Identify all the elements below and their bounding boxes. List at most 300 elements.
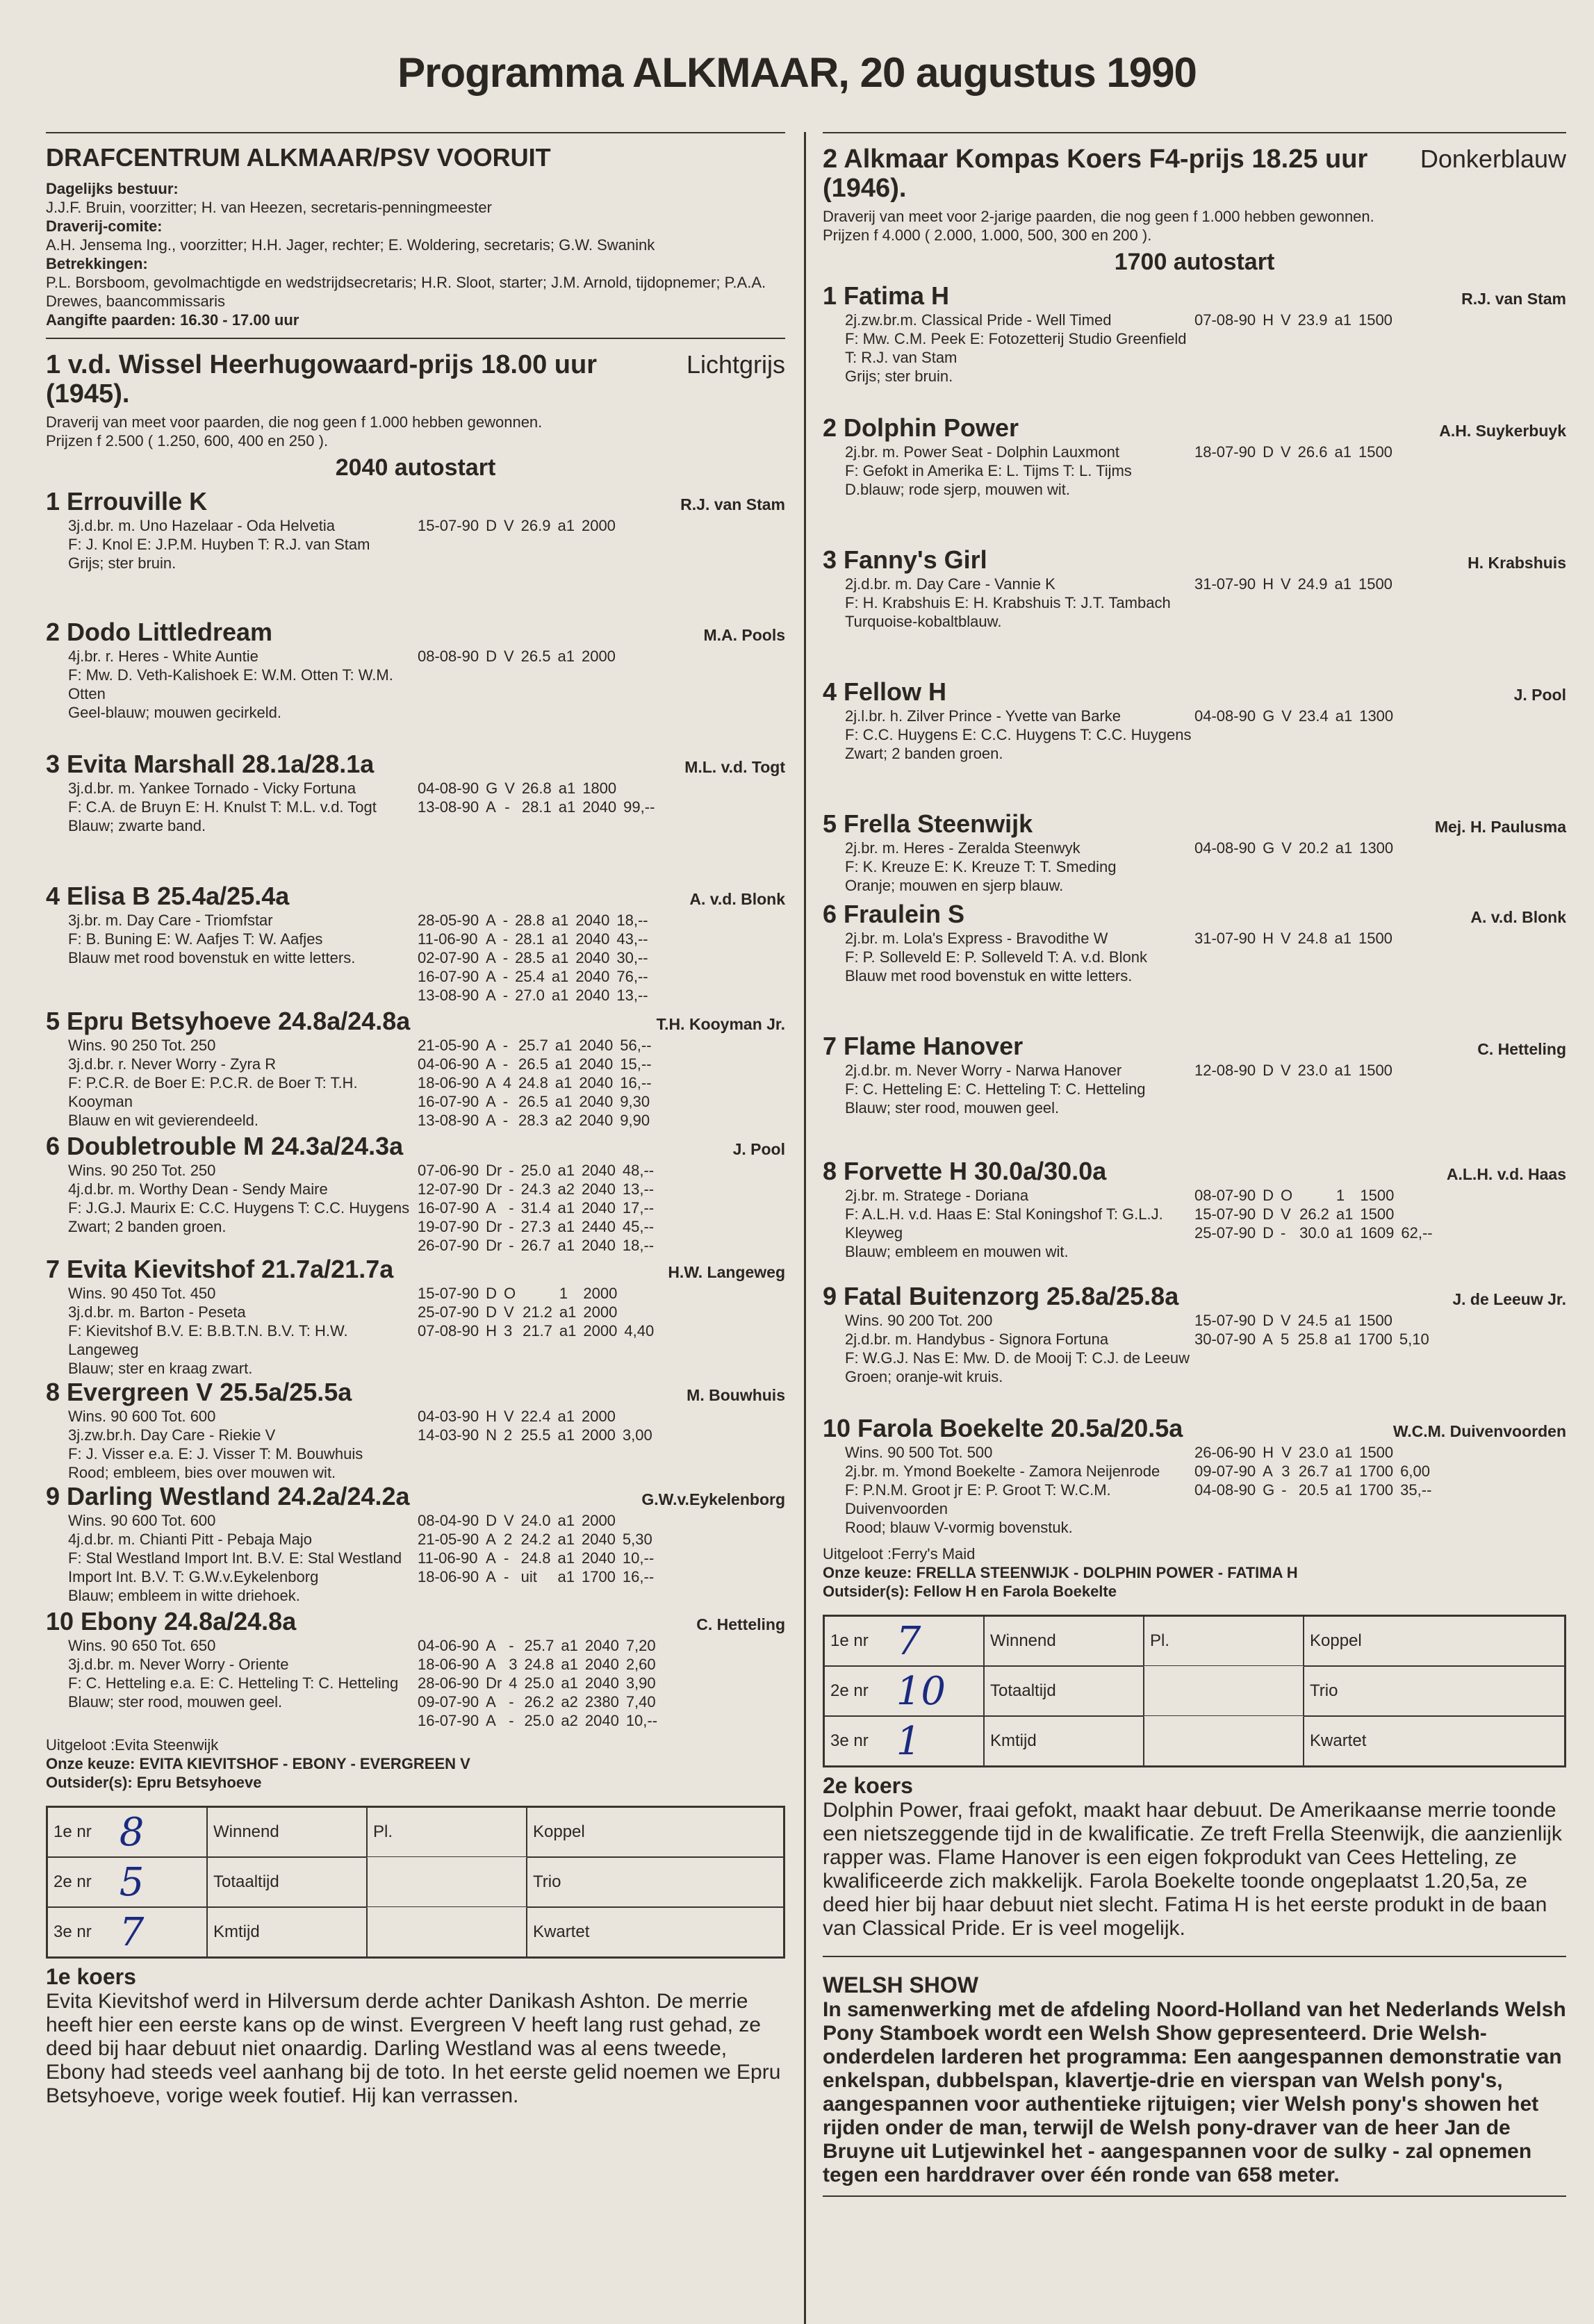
horse-name: 6 Fraulein S [823,900,965,928]
run-cell [1399,311,1406,329]
info-line: 2j.br. m. Ymond Boekelte - Zamora Neijenrode [845,1462,1160,1480]
run-cell: 2040 [575,968,610,985]
run-cell: uit [520,1568,537,1585]
run-cell: 7,20 [625,1637,656,1654]
horse-header [46,1482,785,1511]
club-name: DRAFCENTRUM ALKMAAR/PSV VOORUIT [46,143,551,172]
run-cell: a1 [1335,1481,1353,1499]
run-cell: Dr [486,1162,502,1179]
horse-trainer: C. Hetteling [1477,1040,1566,1058]
horse-info [46,1036,418,1130]
run-cell: 9,30 [620,1093,650,1110]
horse-body [823,443,1566,499]
run-cell: V [1281,707,1292,725]
run-cell: 2040 [584,1637,619,1654]
run-cell: A [486,1037,496,1054]
horse-header [823,677,1566,707]
info-line: 3j.d.br. r. Never Worry - Zyra R [68,1055,277,1073]
run-cell: D [486,648,497,665]
run-cell: a2 [561,1712,578,1729]
committee-label: Draverij-comite: [46,217,163,235]
run-cell: 2040 [584,1674,619,1692]
runs-table [1194,1311,1436,1349]
onze-keuze: Onze keuze: EVITA KIEVITSHOF - EBONY - EVERGREEN V [46,1755,470,1772]
run-cell: D [486,517,497,534]
race-prizes: Prijzen f 4.000 ( 2.000, 1.000, 500, 300 en 200 ). [823,226,1152,244]
run-cell: A [486,1637,496,1654]
run-cell: D [1263,1205,1274,1223]
run-cell: - [504,798,510,816]
past-runs [418,1161,661,1255]
left-column [46,132,785,2108]
run-cell: 5,30 [622,1531,652,1548]
run-cell: 1500 [1359,1444,1394,1461]
past-runs [1194,575,1406,631]
run-cell: 16,-- [620,1074,652,1091]
run-cell [623,647,630,666]
result-place-cell [47,1807,207,1857]
run-row [1194,839,1407,857]
horse-name: 8 Forvette H 30.0a/30.0a [823,1157,1107,1185]
horse-name: 7 Flame Hanover [823,1032,1024,1060]
run-cell: 2040 [575,912,610,929]
run-cell: - [503,1568,509,1585]
result-pool: Trio [527,1857,784,1907]
result-place-cell [824,1716,984,1766]
info-line: 2j.d.br. m. Handybus - Signora Fortuna [845,1330,1109,1348]
run-cell: V [1280,1205,1291,1223]
run-cell: 28-05-90 [418,912,479,929]
run-cell: 25.7 [518,1037,548,1054]
horse-info [823,1443,1194,1537]
horse-trainer: C. Hetteling [696,1615,785,1633]
horse-header [823,413,1566,443]
run-cell [1401,1186,1439,1205]
run-cell: 07-06-90 [418,1162,479,1179]
horse-trainer: M. Bouwhuis [687,1386,785,1404]
run-row [1194,1311,1436,1330]
result-pool: Kwartet [527,1907,784,1957]
run-row [418,930,655,948]
run-cell: a1 [561,1656,578,1673]
info-line: D.blauw; rode sjerp, mouwen wit. [845,481,1071,498]
info-line: 2j.br. m. Stratege - Doriana [845,1187,1029,1204]
info-line: Oranje; mouwen en sjerp blauw. [845,877,1064,894]
run-cell: 1700 [581,1568,616,1585]
run-cell: 10,-- [622,1549,655,1567]
run-cell: H [1263,311,1274,329]
run-cell: 1700 [1358,1330,1392,1348]
horse-header [46,618,785,647]
run-cell: 30-07-90 [1194,1330,1256,1348]
past-runs [418,647,630,722]
run-cell: 08-04-90 [418,1512,479,1529]
run-cell: 07-08-90 [418,1322,479,1340]
horse-trainer: A. v.d. Blonk [689,890,785,908]
run-cell: 1500 [1358,443,1392,461]
run-cell: - [502,930,509,948]
run-cell [1400,839,1407,857]
result-place-cell [824,1616,984,1666]
run-cell: a1 [1334,1062,1351,1079]
info-line: F: C.C. Huygens E: C.C. Huygens T: C.C. Huygens [845,726,1192,743]
race-conditions: Draverij van meet voor paarden, die nog geen f 1.000 hebben gewonnen. [46,413,543,431]
info-line: F: J.G.J. Maurix E: C.C. Huygens T: C.C. Huygens [68,1199,410,1217]
results-grid [46,1806,785,1959]
run-cell: 25.0 [524,1674,554,1692]
horse-info [46,1284,418,1378]
past-runs [418,1036,659,1130]
run-cell: - [503,1549,509,1567]
run-cell: 26.5 [518,1055,548,1073]
info-line: 3j.br. m. Day Care - Triomfstar [68,912,273,929]
info-line: Wins. 90 650 Tot. 650 [68,1637,216,1654]
run-cell: 48,-- [622,1162,655,1179]
run-row [418,516,630,535]
run-row [1194,1443,1438,1462]
past-runs [1194,1443,1438,1537]
run-row [418,1036,659,1055]
horse-body [46,1284,785,1378]
run-cell: a1 [551,987,569,1004]
run-cell: 2040 [581,1180,616,1198]
horse-trainer: J. Pool [732,1140,785,1158]
horse-info [823,311,1194,386]
run-cell: 1500 [1358,575,1392,593]
run-cell: a1 [551,949,569,966]
run-cell [523,1284,559,1303]
run-cell: A [486,1712,496,1729]
horse-name: 10 Farola Boekelte 20.5a/20.5a [823,1414,1183,1442]
horse-body [823,311,1566,386]
past-runs [1194,1186,1440,1261]
run-cell: 26.8 [521,780,552,797]
horse-body [823,707,1566,763]
horse-body [46,1161,785,1255]
result-place-label: 2e nr [830,1681,869,1700]
run-cell: D [486,1512,497,1529]
column-divider [804,132,806,2324]
run-cell: a1 [1334,1330,1351,1348]
horse-entry [46,1482,785,1607]
run-cell: - [509,1237,514,1254]
run-cell: 26.6 [1297,443,1328,461]
run-cell: a1 [554,1037,573,1054]
run-cell: V [503,1512,514,1529]
run-cell: 26-07-90 [418,1237,479,1254]
horse-info [823,929,1194,985]
run-cell: a1 [557,1512,575,1529]
run-cell: 4,40 [624,1322,655,1340]
run-cell: 1500 [1360,1205,1395,1223]
run-cell: 1500 [1358,1062,1392,1079]
runs-table [418,1161,661,1255]
horse-info [823,839,1194,895]
race-header [46,350,785,409]
run-cell: 11-06-90 [418,930,478,948]
results-grid [823,1615,1566,1767]
run-cell: D [486,1303,497,1321]
run-cell: 15-07-90 [1194,1312,1256,1329]
run-cell [624,1284,661,1303]
run-cell: 2 [503,1531,513,1548]
run-cell: a1 [551,968,569,985]
past-runs [1194,929,1406,985]
run-row [1194,1186,1440,1205]
run-cell: - [502,1093,509,1110]
result-label: Kmtijd [984,1716,1144,1766]
run-cell: A [486,987,496,1004]
horse-name: 5 Frella Steenwijk [823,809,1033,838]
run-row [418,1407,659,1426]
run-cell [1399,929,1406,948]
runs-table [1194,929,1406,948]
runs-table [418,1407,659,1444]
start-type: 1700 autostart [1114,249,1275,275]
run-cell: O [503,1285,516,1302]
horse-trainer: H.W. Langeweg [668,1263,785,1281]
horse-name: 4 Elisa B 25.4a/25.4a [46,882,290,910]
run-cell: 16-07-90 [418,1093,479,1110]
info-line: F: H. Krabshuis E: H. Krabshuis T: J.T. Tambach [845,594,1171,611]
run-cell: 21.2 [523,1303,552,1321]
run-row [418,1092,659,1111]
horse-header [823,1414,1566,1443]
run-cell: a1 [1334,1312,1351,1329]
handwritten-number: 5 [119,1859,145,1905]
run-cell: A [486,1074,496,1091]
run-row [1194,929,1406,948]
run-cell: 1500 [1358,311,1392,329]
result-place-cell [47,1857,207,1907]
run-cell: V [1280,575,1291,593]
horse-name: 3 Evita Marshall 28.1a/28.1a [46,750,375,778]
info-line: F: Mw. C.M. Peek E: Fotozetterij Studio Greenfield T: R.J. van Stam [845,330,1187,366]
run-cell: H [486,1322,497,1340]
info-line: F: P.N.M. Groot jr E: P. Groot T: W.C.M. Duivenvoorden [845,1481,1111,1517]
run-cell: 15-07-90 [418,1285,479,1302]
run-cell: 5 [1280,1330,1290,1348]
run-cell: 23.9 [1297,311,1328,329]
horse-body [46,647,785,722]
result-pl [367,1907,527,1957]
run-cell: 2440 [581,1218,616,1235]
run-cell: 24.8 [520,1549,551,1567]
run-row [418,1321,661,1340]
info-line: F: Gefokt in Amerika E: L. Tijms T: L. Tijms [845,462,1132,479]
info-line: Zwart; 2 banden groen. [68,1218,227,1235]
handwritten-number: 7 [119,1909,145,1955]
info-line: Grijs; ster bruin. [68,554,176,572]
run-row [1194,1462,1438,1481]
run-cell: 16,-- [622,1568,655,1585]
run-cell: 1300 [1359,839,1394,857]
run-cell [1299,1186,1336,1205]
run-cell: a1 [551,930,569,948]
run-cell: - [502,987,509,1004]
run-row [1194,1205,1440,1223]
run-cell: 23.0 [1298,1444,1329,1461]
run-cell: a1 [1334,575,1351,593]
run-cell: - [502,1112,509,1129]
horse-header [823,900,1566,929]
run-cell: G [1263,707,1275,725]
horse-trainer: R.J. van Stam [680,495,785,513]
run-cell: - [509,1637,514,1654]
result-pool: Trio [1304,1666,1565,1716]
run-cell: 24.0 [520,1512,551,1529]
run-cell: 25.4 [515,968,545,985]
runs-table [418,1636,664,1730]
run-row [418,1073,659,1092]
race-2 [823,145,1566,1940]
info-line: 2j.l.br. h. Zilver Prince - Yvette van Barke [845,707,1121,725]
past-runs [1194,1311,1436,1386]
horse-header [46,1007,785,1036]
info-line: Blauw; ster rood, mouwen geel. [68,1693,283,1711]
info-line: Blauw met rood bovenstuk en witte letters. [68,949,356,966]
run-cell: 2000 [581,648,616,665]
run-cell: 1500 [1358,1312,1392,1329]
horse-name: 1 Errouville K [46,487,208,516]
run-cell: 3 [503,1322,513,1340]
run-cell: 4 [502,1074,512,1091]
run-row [418,1692,664,1711]
horse-entry [46,882,785,1007]
commentary-title: 2e koers [823,1773,913,1798]
run-cell: 24.9 [1297,575,1328,593]
run-cell: 21-05-90 [418,1531,479,1548]
run-cell: a1 [1336,1205,1354,1223]
run-cell: Dr [486,1237,502,1254]
run-cell: A [486,1549,496,1567]
run-cell: 27.0 [515,987,545,1004]
run-cell: 1 [559,1285,568,1302]
run-cell: a1 [557,517,575,534]
info-line: Wins. 90 500 Tot. 500 [845,1444,993,1461]
info-line: Wins. 90 250 Tot. 250 [68,1037,216,1054]
horse-name: 7 Evita Kievitshof 21.7a/21.7a [46,1255,394,1283]
horse-trainer: A.L.H. v.d. Haas [1446,1165,1566,1183]
horse-info [823,707,1194,763]
run-cell: - [1280,1224,1286,1242]
committee: A.H. Jensema Ing., voorzitter; H.H. Jager, rechter; E. Woldering, secretaris; G.W. Swanink [46,236,655,254]
result-label: Totaaltijd [207,1857,367,1907]
run-cell: 3,90 [625,1674,656,1692]
run-cell: 25.8 [1297,1330,1328,1348]
horse-entry [46,1255,785,1378]
run-cell: V [1281,1444,1292,1461]
horse-body [823,839,1566,895]
run-cell: A [1263,1462,1273,1480]
handwritten-number: 1 [896,1718,921,1764]
run-cell: a1 [557,1568,575,1585]
run-cell: 08-07-90 [1194,1187,1256,1204]
run-row [418,1284,661,1303]
run-cell: - [502,1037,509,1054]
run-cell: a1 [1336,1224,1354,1242]
horse-trainer: M.A. Pools [703,626,785,644]
runs-table [418,1511,661,1586]
result-place-label: 2e nr [54,1872,92,1891]
run-cell: 2040 [581,1549,616,1567]
run-cell: 7,40 [625,1693,656,1711]
horse-info [46,779,418,835]
info-line: F: J. Visser e.a. E: J. Visser T: M. Bouwhuis [68,1445,363,1462]
run-cell: a1 [557,1237,575,1254]
run-row [418,1511,661,1530]
race-header [823,145,1566,203]
horse-entry [46,750,785,882]
run-cell: A [486,1093,496,1110]
club-info [46,179,785,329]
run-cell: 04-08-90 [1194,1481,1256,1499]
run-row [418,1180,661,1198]
run-cell: 4 [509,1674,518,1692]
race-title: 1 v.d. Wissel Heerhugowaard-prijs 18.00 uur (1945). [46,350,597,409]
run-cell: 28.1 [515,930,545,948]
board-label: Dagelijks bestuur: [46,180,179,197]
info-line: 4j.d.br. m. Chianti Pitt - Pebaja Majo [68,1531,312,1548]
run-cell [623,1407,659,1426]
run-cell: 2040 [581,1199,616,1217]
run-cell: a1 [561,1637,578,1654]
run-cell: 2000 [581,1426,616,1444]
horse-name: 2 Dolphin Power [823,413,1019,442]
run-cell: 12-08-90 [1194,1062,1256,1079]
run-row [418,911,655,930]
past-runs [1194,707,1407,763]
run-cell: a1 [561,1674,578,1692]
run-row [418,1711,664,1730]
horse-info [46,1636,418,1730]
commentary-text: Dolphin Power, fraai gefokt, maakt haar debuut. De Amerikaanse merrie toonde een nietszeggende tijd in de kwalificatie. Ze treft Frella Steenwijk, die aanzienlijk rapper was. Flame Hanover is een eigen fokprodukt van Cees Hetteling, ze kwalificeerde zich makkelijk. Farola Boekelte toonde ongeplaatst 1.20,5a, ze deed hier bij haar debuut niet slecht. Fatima H is het eerste produkt in de baan van Classical Pride. Er is veel mogelijk. [823,1799,1562,1940]
run-cell: H [1263,930,1274,947]
info-line: 2j.d.br. m. Never Worry - Narwa Hanover [845,1062,1122,1079]
run-cell: 2040 [579,1074,614,1091]
run-cell: A [486,798,496,816]
result-place-cell [824,1666,984,1716]
run-cell: 2040 [581,1237,616,1254]
run-cell: a1 [557,1162,575,1179]
run-cell: D [1263,1224,1274,1242]
runs-table [1194,1186,1440,1242]
info-line: 4j.br. r. Heres - White Auntie [68,648,258,665]
run-row [418,798,662,816]
run-cell: a1 [559,1322,577,1340]
run-cell: O [1280,1187,1293,1204]
run-cell: 3 [509,1656,518,1673]
info-line: F: C.A. de Bruyn E: H. Knulst T: M.L. v.d. Togt [68,798,377,816]
info-line: F: Mw. D. Veth-Kalishoek E: W.M. Otten T: W.M. Otten [68,666,393,702]
run-cell: V [503,648,514,665]
result-pl: Pl. [367,1807,527,1857]
horse-body [823,1061,1566,1117]
run-cell: - [502,1055,509,1073]
handwritten-number: 7 [896,1618,921,1664]
horse-info [823,443,1194,499]
run-cell: 13,-- [622,1180,655,1198]
run-cell: 5,10 [1399,1330,1429,1348]
info-line: Rood; embleem, bies over mouwen wit. [68,1464,336,1481]
horse-body [823,929,1566,985]
run-cell: 30,-- [616,949,648,966]
run-cell: 21-05-90 [418,1037,479,1054]
run-cell: a1 [551,912,569,929]
run-row [418,948,655,967]
page-title: Programma ALKMAAR, 20 augustus 1990 [397,49,1197,96]
run-cell: 27.3 [520,1218,551,1235]
